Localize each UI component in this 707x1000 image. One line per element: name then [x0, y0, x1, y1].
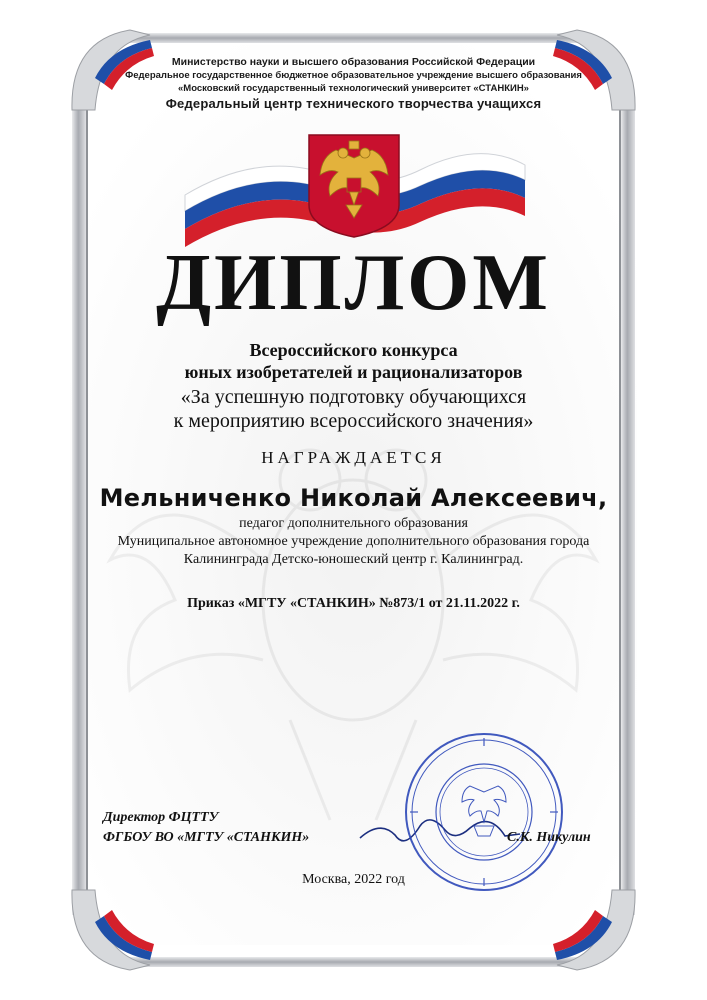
- awarded-label: НАГРАЖДАЕТСЯ: [261, 448, 446, 467]
- contest-line-1: Всероссийского конкурса: [249, 340, 458, 360]
- contest-line-4: к мероприятию всероссийского значения»: [173, 410, 534, 432]
- signer-name: С.К. Никулин: [507, 830, 591, 845]
- institution-type: Федеральное государственное бюджетное образовательное учреждение высшего образования: [125, 70, 582, 81]
- recipient-organization-line-1: Муниципальное автономное учреждение дополнительного образования города: [117, 534, 590, 549]
- coat-of-arms-icon: [309, 135, 399, 237]
- ministry-name: Министерство науки и высшего образования Российской Федерации: [171, 56, 536, 68]
- director-title-line-2: ФГБОУ ВО «МГТУ «СТАНКИН»: [103, 830, 310, 845]
- university-name: «Московский государственный технологический университет «СТАНКИН»: [178, 83, 529, 94]
- recipient-position: педагог дополнительного образования: [239, 516, 468, 531]
- center-name: Федеральный центр технического творчества учащихся: [165, 96, 542, 111]
- diploma-title: ДИПЛОМ: [156, 239, 551, 327]
- contest-line-3: «За успешную подготовку обучающихся: [180, 386, 527, 408]
- director-title-line-1: Директор ФЦТТУ: [103, 810, 219, 825]
- recipient-name: Мельниченко Николай Алексеевич,: [99, 484, 608, 512]
- city-year: Москва, 2022 год: [302, 872, 405, 887]
- order-reference: Приказ «МГТУ «СТАНКИН» №873/1 от 21.11.2022 г.: [187, 596, 520, 611]
- contest-line-2: юных изобретателей и рационализаторов: [184, 362, 523, 382]
- recipient-organization-line-2: Калининграда Детско-юношеский центр г. Калининград.: [183, 552, 524, 567]
